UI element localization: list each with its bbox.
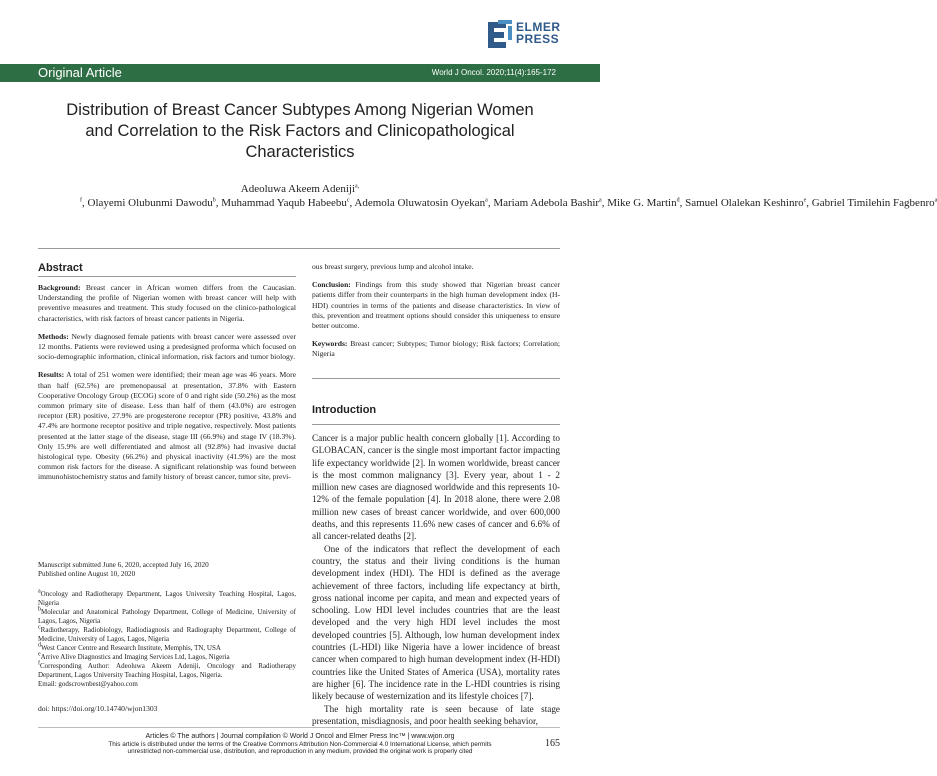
affiliations <box>38 590 296 689</box>
intro-paragraph-3: The high mortality rate is seen because of late stage presentation, misdiagnosis, and poor health seeking behavior, <box>312 703 560 726</box>
author-affil-sup: a, f <box>80 183 360 204</box>
abstract-keywords <box>312 339 560 359</box>
abstract-background <box>38 283 296 324</box>
publisher-name-line1: ELMER <box>516 20 561 34</box>
abstract-right-column <box>312 262 560 368</box>
article-title: Distribution of Breast Cancer Subtypes Among Nigerian Women and Correlation to the Risk Factors and Clinicopathological Characteristics <box>66 101 534 161</box>
footer-license-line1: This article is distributed under the terms of the Creative Commons Attribution Non-Commercial 4.0 International License, which permits <box>108 740 492 748</box>
author-affil-sup: a <box>934 197 937 204</box>
conclusion-text: Findings from this study showed that Nigerian breast cancer patients differ from their counterparts in the high human development index (H-HDI) countries in terms of the patients and disease characteristics. In view of this, prevention and treatment options should consider this uniqueness to ensure better outcome. <box>312 280 560 331</box>
elmer-press-icon <box>484 18 514 52</box>
affiliation-item <box>38 644 296 653</box>
author-affil-sup: b <box>212 197 216 204</box>
publisher-logo <box>484 18 564 64</box>
abstract-methods <box>38 332 296 363</box>
footer-copyright: Articles © The authors | Journal compilation © World J Oncol and Elmer Press Inc™ | www.wjon.org <box>145 733 455 740</box>
footer-license-line2: unrestricted non-commercial use, distribution, and reproduction in any medium, provided the original work is properly cited <box>127 748 473 756</box>
author-list <box>80 182 937 210</box>
author-name: , Gabriel Timilehin Fagbenro <box>806 197 935 209</box>
introduction-rule <box>312 424 560 425</box>
email-text[interactable]: Email: godscrownbest@yahoo.com <box>38 680 138 688</box>
affiliation-text: Arrive Alive Diagnostics and Imaging Services Ltd, Lagos, Nigeria <box>40 653 230 661</box>
author-affil-sup: c <box>346 197 350 204</box>
doi-link[interactable]: doi: https://doi.org/10.14740/wjon1303 <box>38 704 158 713</box>
affiliation-text: Oncology and Radiotherapy Department, Lagos University Teaching Hospital, Lagos, Nigeria <box>38 590 296 607</box>
author-name: , Ademola Oluwatosin Oyekan <box>349 197 486 209</box>
article-type-label: Original Article <box>38 65 122 80</box>
affiliation-item <box>38 608 296 626</box>
keywords-label: Keywords: <box>312 339 348 349</box>
background-label: Background: <box>38 283 81 292</box>
affiliation-text: Corresponding Author: Adeoluwa Akeem Adeniji, Oncology and Radiotherapy Department, Lagos University Teaching Hospital, Lagos, Nigeria. <box>38 662 296 679</box>
affiliation-item <box>38 590 296 608</box>
author-name: , Olayemi Olubunmi Dawodu <box>82 197 213 209</box>
background-text: Breast cancer in African women differs from the Caucasian. Understanding the profile of Nigerian women with breast cancer will help with preventive measures and treatment. This study focused on the clinico-pathological characteristics, with risk factors of breast cancer patients in Nigeria. <box>38 283 296 323</box>
author-name: , Muhammad Yaqub Habeebu <box>215 197 347 209</box>
results-continued: ous breast surgery, previous lump and alcohol intake. <box>312 262 474 271</box>
abstract-rule <box>38 276 296 277</box>
affiliation-sup: c <box>38 624 41 631</box>
conclusion-label: Conclusion: <box>312 280 351 290</box>
affiliation-text: West Cancer Centre and Research Institute, Memphis, TN, USA <box>41 644 221 652</box>
author-name: , Samuel Olalekan Keshinro <box>679 197 804 209</box>
abstract-results <box>38 370 296 482</box>
abstract-conclusion <box>312 280 560 331</box>
abstract-end-rule <box>312 378 560 379</box>
introduction-body <box>312 432 560 727</box>
page-footer <box>80 733 520 756</box>
publisher-name-line2: PRESS <box>516 32 560 46</box>
submitted-date: Manuscript submitted June 6, 2020, accepted July 16, 2020 <box>38 561 209 569</box>
keywords-text: Breast cancer; Subtypes; Tumor biology; Risk factors; Correlation; Nigeria <box>312 339 560 359</box>
author-affil-sup: e <box>803 197 807 204</box>
journal-citation: World J Oncol. 2020;11(4):165-172 <box>431 68 556 77</box>
affiliation-sup: e <box>38 651 41 658</box>
affiliation-text: Radiotherapy, Radiobiology, Radiodiagnosis and Radiography Department, College of Medicine, University of Lagos, Lagos, Nigeria <box>38 626 296 643</box>
section-divider <box>38 248 560 249</box>
page-number: 165 <box>545 738 560 749</box>
manuscript-dates <box>38 561 296 580</box>
author-name: , Mike G. Martin <box>601 197 677 209</box>
abstract-heading: Abstract <box>38 262 83 274</box>
affiliation-item <box>38 653 296 662</box>
author-name: Adeoluwa Akeem Adeniji <box>240 183 356 195</box>
corresponding-email[interactable] <box>38 680 296 689</box>
affiliation-sup: a <box>38 588 41 595</box>
results-text: A total of 251 women were identified; their mean age was 46 years. More than half (62.5%) are premenopausal at presentation, 37.8% with Eastern Cooperative Oncology Group (ECOG) score of 0 and right side (50.2%) as the most common primary site of disease. Less than half of them (43.0%) are estrogen receptor (ER) positive, 27.9% are progesterone receptor (PR) positive, 43.8% and 47.4% are hormone receptor positive and triple negative, respectively. Most patients presented at the latter stage of the disease, stage III (66.9%) and stage IV (18.3%). Only 15.9% are well differentiated and almost all (92.8%) had invasive ductal histological type. Obesity (66.2%) and physical inactivity (41.9%) are the most common risk factors for the disease. A significant relationship was found between immunohistochemistry status and family history of breast cancer, tumor site, previ- <box>38 370 296 482</box>
affiliation-item <box>38 662 296 680</box>
intro-paragraph-2: One of the indicators that reflect the development of each country, the status and their living conditions is the human development index (HDI). The HDI is defined as the average achievement of three factors, including life expectancy at birth, gross national income per capita, and mean and expected years of schooling. Low HDI level includes countries that are the least developed and the very high HDI level includes the most developed countries [5]. Although, low human development index countries (L-HDI) like Nigeria have a lower incidence of breast cancer when compared to high human development index (H-HDI) countries like the United States of America (USA), mortality rates are higher [6]. The incidence rate in the L-HDI countries is rising likely because of westernization and its lifestyle choices [7]. <box>312 543 560 702</box>
author-affil-sup: d <box>676 197 680 204</box>
affiliation-item <box>38 626 296 644</box>
intro-paragraph-1: Cancer is a major public health concern globally [1]. According to GLOBACAN, cancer is the single most important factor impacting life expectancy worldwide [2]. In women worldwide, breast cancer is the most common malignancy [3]. Every year, about 1 - 2 million new cases are diagnosed worldwide and this represents 10-12% of the female population [4]. In 2018 alone, there were 2.08 million new cases of breast cancer worldwide, and over 600,000 deaths, and this represents 11.6% new cases of cancer and 6.6% of all cancer-related deaths [2]. <box>312 433 560 542</box>
published-date: Published online August 10, 2020 <box>38 570 136 579</box>
results-label: Results: <box>38 370 65 380</box>
affiliation-sup: b <box>38 606 41 613</box>
affiliation-sup: f <box>38 660 40 667</box>
author-affil-sup: a <box>485 197 488 204</box>
abstract-left-column <box>38 283 296 491</box>
author-affil-sup: a <box>599 197 602 204</box>
affiliation-text: Molecular and Anatomical Pathology Department, College of Medicine, University of Lagos, Lagos, Nigeria <box>38 608 296 625</box>
footer-rule <box>38 727 560 728</box>
affiliation-sup: d <box>38 642 41 649</box>
methods-text: Newly diagnosed female patients with breast cancer were assessed over 12 months. Patients were reviewed using a predesigned proforma which focused on socio-demographic information, clinical information, risk factors and tumor biology. <box>38 331 296 362</box>
author-name: , Mariam Adebola Bashir <box>487 197 600 209</box>
methods-label: Methods: <box>38 331 69 341</box>
introduction-heading: Introduction <box>312 404 377 416</box>
